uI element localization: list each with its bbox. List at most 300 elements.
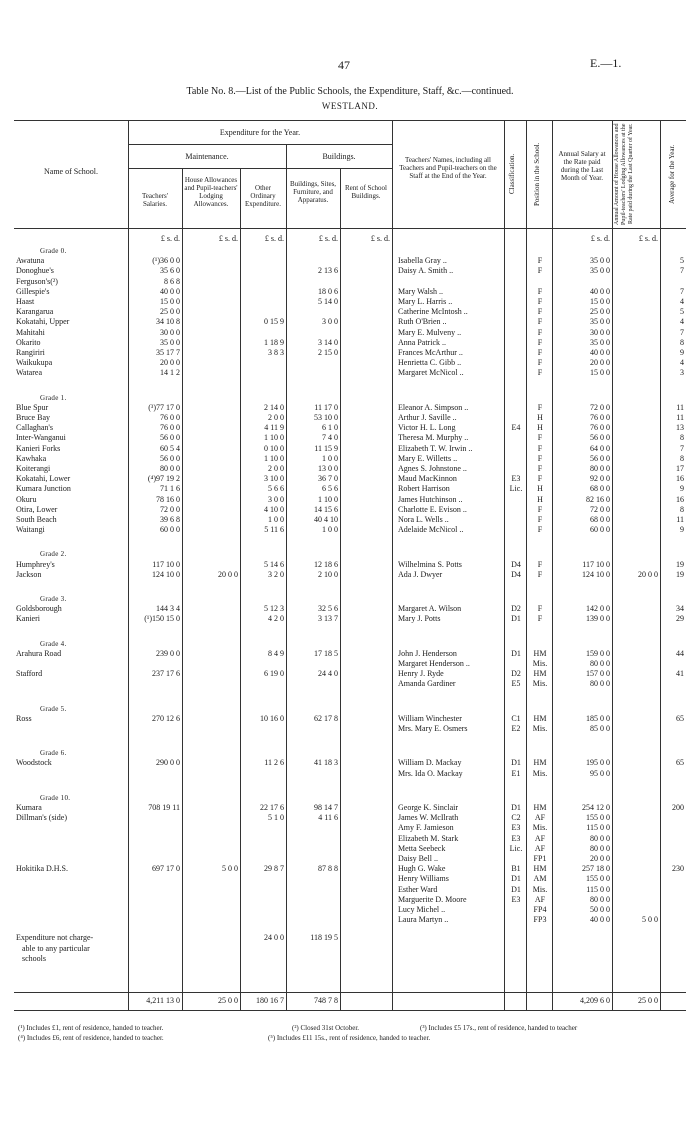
bldg-cell: 17 18 5 (314, 648, 338, 658)
other-cell: 4 10 0 (264, 504, 284, 514)
allow-cell: 5 0 0 (642, 915, 658, 925)
position-cell: F (537, 286, 543, 296)
col-class: Classification. (508, 153, 516, 195)
average-cell: 17 (676, 464, 684, 473)
class-cell: B1 (511, 864, 521, 874)
average-cell: 7 (680, 266, 684, 276)
position-cell: F (537, 337, 543, 347)
school-name: Stafford (16, 669, 43, 679)
units-label: £ s. d. (218, 234, 238, 243)
school-name: Inter-Wanganui (16, 433, 66, 443)
annual-cell: 80 0 0 (590, 659, 610, 668)
bldg-cell: 11 15 9 (314, 443, 338, 453)
total-other: 180 16 7 (256, 996, 284, 1005)
class-cell: E3 (511, 833, 521, 843)
col-rent: Rent of School Buildings. (345, 184, 387, 200)
salaries-cell: 80 0 0 (160, 464, 180, 473)
annual-cell: 92 0 0 (590, 474, 610, 484)
position-cell: FP1 (533, 854, 547, 863)
annual-cell: 40 0 0 (590, 915, 610, 925)
class-cell: D1 (511, 874, 521, 884)
other-cell: 3 2 0 (268, 569, 284, 579)
other-cell: 1 18 9 (264, 337, 284, 347)
school-name: Ferguson's(²) (16, 276, 58, 286)
annual-cell: 72 0 0 (590, 402, 610, 412)
teacher-name: Margaret Henderson .. (398, 659, 470, 668)
total-bldg: 748 7 8 (314, 996, 338, 1005)
annual-cell: 20 0 0 (590, 854, 610, 863)
teacher-name: Wilhelmina S. Potts (398, 559, 462, 569)
class-cell: D4 (511, 569, 521, 579)
bldg-cell: 14 15 6 (314, 504, 338, 514)
position-cell: H (537, 494, 543, 504)
teacher-name: Mary E. Willetts .. (398, 453, 458, 463)
bldg-cell: 1 10 0 (318, 494, 338, 504)
grade-heading: Grade 4. (40, 639, 67, 648)
bldg-cell: 4 11 6 (318, 813, 338, 823)
school-name: Humphrey's (16, 559, 55, 569)
annual-cell: 155 0 0 (586, 874, 610, 884)
average-cell: 11 (676, 515, 684, 524)
salaries-cell: 20 0 0 (160, 358, 180, 368)
col-maintenance: Maintenance. (185, 152, 229, 161)
other-cell: 8 4 9 (268, 648, 284, 658)
annual-cell: 185 0 0 (586, 713, 610, 723)
average-cell: 4 (680, 358, 684, 368)
school-name: Goldsborough (16, 604, 62, 614)
total-house: 25 0 0 (218, 996, 238, 1005)
salaries-cell: (⁴)97 19 2 (147, 474, 180, 484)
position-cell: HM (533, 648, 547, 658)
teacher-name: George K. Sinclair (398, 803, 459, 812)
teacher-name: John J. Henderson (398, 648, 457, 658)
salaries-cell: 76 0 0 (160, 413, 180, 422)
class-cell: E4 (511, 423, 521, 433)
school-name: Hokitika D.H.S. (16, 864, 68, 874)
salaries-cell: 40 0 0 (160, 286, 180, 296)
other-cell: 5 1 0 (268, 813, 284, 823)
class-cell: E3 (511, 823, 521, 833)
position-cell: FP4 (533, 905, 547, 914)
school-name: Woodstock (16, 758, 52, 768)
total-annual: 4,209 6 0 (580, 996, 610, 1005)
school-name: Karangarua (16, 307, 54, 317)
other-cell: 3 8 3 (268, 348, 284, 357)
grade-heading: Grade 6. (40, 749, 67, 758)
annual-cell: 68 0 0 (590, 515, 610, 524)
teacher-name: Elizabeth T. W. Irwin .. (398, 443, 473, 453)
average-cell: 65 (676, 758, 684, 768)
teacher-name: Daisy Bell .. (398, 854, 438, 863)
annual-cell: 56 0 0 (590, 453, 610, 463)
class-cell: D1 (511, 803, 521, 812)
class-cell: E5 (511, 679, 521, 689)
units-label: £ s. d. (264, 234, 284, 243)
average-cell: 29 (676, 614, 684, 624)
position-cell: F (537, 614, 543, 624)
school-name: Gillespie's (16, 286, 50, 296)
grade-heading: Grade 10. (40, 793, 71, 802)
footnote-3: (³) Includes £5 17s., rent of residence, handed to teacher (420, 1024, 578, 1032)
position-cell: Mis. (532, 679, 548, 689)
average-cell: 9 (680, 525, 684, 535)
col-annual: Annual Salary at the Rate paid during the Last Month of Year. (558, 150, 606, 182)
position-cell: F (537, 443, 543, 453)
annual-cell: 195 0 0 (586, 758, 610, 768)
class-cell: D1 (511, 884, 521, 894)
annual-cell: 257 18 0 (582, 864, 610, 874)
teacher-name: Charlotte E. Evison .. (398, 504, 467, 514)
class-cell: C2 (511, 813, 521, 823)
average-cell: 5 (680, 307, 684, 317)
position-cell: F (537, 604, 543, 614)
position-cell: AF (534, 843, 546, 853)
teacher-name: Isabella Gray .. (398, 256, 447, 266)
position-cell: F (537, 256, 543, 266)
school-name: Kokatahi, Upper (16, 317, 70, 327)
annual-cell: 115 0 0 (586, 823, 610, 833)
annual-cell: 64 0 0 (590, 443, 610, 453)
other-cell: 1 10 0 (264, 433, 284, 443)
teacher-name: Margaret A. Wilson (398, 604, 462, 614)
position-cell: Mis. (532, 724, 548, 733)
annual-cell: 15 0 0 (590, 368, 610, 378)
other-cell: 5 6 6 (268, 484, 284, 494)
average-cell: 34 (676, 604, 684, 614)
average-cell: 13 (676, 423, 684, 433)
bldg-cell: 12 18 6 (314, 559, 338, 569)
average-cell: 9 (680, 348, 684, 357)
annual-cell: 82 16 0 (586, 494, 610, 504)
school-name: South Beach (16, 515, 57, 524)
class-cell: D1 (511, 648, 521, 658)
school-name: Donoghue's (16, 266, 54, 276)
col-teachers: Teachers' Names, including all Teachers and Pupil-teachers on the Staff at the End of the Year. (399, 156, 497, 180)
average-cell: 8 (680, 433, 684, 443)
annual-cell: 35 0 0 (590, 256, 610, 266)
school-name: Kawhaka (16, 453, 47, 463)
class-cell: E3 (511, 474, 521, 484)
average-cell: 8 (680, 504, 684, 514)
position-cell: Mis. (532, 884, 548, 894)
annual-cell: 15 0 0 (590, 297, 610, 306)
other-cell: 0 10 0 (264, 443, 284, 453)
region-heading: WESTLAND. (321, 101, 379, 111)
footnote-1: (¹) Includes £1, rent of residence, handed to teacher. (18, 1024, 164, 1032)
annual-cell: 40 0 0 (590, 348, 610, 357)
school-name: Haast (16, 297, 35, 306)
average-cell: 11 (676, 413, 684, 422)
average-cell: 9 (680, 484, 684, 494)
teacher-name: Amy F. Jamieson (398, 823, 454, 833)
teacher-name: Nora L. Wells .. (398, 515, 449, 524)
salaries-cell: 15 0 0 (160, 297, 180, 306)
salaries-cell: 35 6 0 (160, 266, 180, 276)
units-label: £ s. d. (160, 234, 180, 243)
annual-cell: 56 0 0 (590, 433, 610, 443)
annual-cell: 95 0 0 (590, 768, 610, 778)
col-school: Name of School. (44, 167, 98, 176)
position-cell: F (537, 474, 543, 484)
teacher-name: Frances McArthur .. (398, 348, 463, 357)
position-cell: F (537, 297, 543, 306)
average-cell: 8 (680, 337, 684, 347)
school-name: Kokatahi, Lower (16, 474, 71, 484)
position-cell: F (537, 317, 543, 327)
bldg-cell: 87 8 8 (318, 864, 338, 874)
teacher-name: Amanda Gardiner (398, 679, 456, 689)
units-label: £ s. d. (318, 234, 338, 243)
average-cell: 65 (676, 713, 684, 723)
footnote-2: (²) Closed 31st October. (292, 1024, 360, 1032)
class-cell: D1 (511, 614, 521, 624)
class-cell: D4 (511, 559, 521, 569)
class-cell: D1 (511, 758, 521, 768)
average-cell: 8 (680, 453, 684, 463)
house-cell: 20 0 0 (218, 569, 238, 579)
class-cell: C1 (511, 713, 521, 723)
salaries-cell: 71 1 6 (160, 484, 180, 494)
salaries-cell: (³)77 17 0 (148, 402, 180, 412)
bldg-cell: 98 14 7 (314, 803, 338, 812)
teacher-name: James Hutchinson .. (398, 494, 463, 504)
allow-cell: 20 0 0 (638, 569, 658, 579)
annual-cell: 30 0 0 (590, 327, 610, 337)
annual-cell: 68 0 0 (590, 484, 610, 494)
other-cell: 1 10 0 (264, 453, 284, 463)
teacher-name: Metta Seebeck (398, 843, 446, 853)
teacher-name: Anna Patrick .. (398, 337, 446, 347)
annual-cell: 157 0 0 (586, 669, 610, 679)
teacher-name: Theresa M. Murphy .. (398, 433, 469, 443)
col-expenditure: Expenditure for the Year. (219, 128, 301, 137)
position-cell: F (537, 368, 543, 378)
col-average: Average for the Year. (668, 144, 676, 204)
teacher-name: Ada J. Dwyer (398, 569, 443, 579)
other-cell: 11 2 6 (264, 758, 284, 768)
salaries-cell: 39 6 8 (160, 515, 180, 524)
teacher-name: Henrietta C. Gibb .. (398, 358, 462, 368)
salaries-cell: 144 3 4 (156, 604, 180, 614)
col-other: Other Ordinary Expenditure. (245, 184, 281, 208)
other-cell: 2 0 0 (268, 464, 284, 473)
col-position: Position in the School. (533, 142, 541, 206)
salaries-cell: 34 10 8 (156, 317, 180, 327)
teacher-name: Adelaide McNicol .. (398, 525, 464, 535)
position-cell: H (537, 423, 543, 433)
average-cell: 7 (680, 286, 684, 296)
average-cell: 19 (676, 569, 684, 579)
grade-heading: Grade 2. (40, 550, 67, 559)
salaries-cell: 25 0 0 (160, 307, 180, 317)
position-cell: F (537, 402, 543, 412)
teacher-name: Mary J. Potts (398, 614, 441, 624)
salaries-cell: 708 19 11 (148, 803, 180, 812)
position-cell: F (537, 358, 543, 368)
teacher-name: William Winchester (398, 713, 462, 723)
bldg-cell: 7 4 0 (322, 433, 338, 443)
bldg-cell: 3 13 7 (318, 614, 338, 624)
other-cell: 5 14 6 (264, 559, 284, 569)
position-cell: Mis. (532, 659, 548, 668)
teacher-name: Mrs. Mary E. Osmers (398, 724, 468, 733)
col-house: House Allowances and Pupil-teachers' Lodging Allowances. (184, 176, 238, 208)
position-cell: F (537, 307, 543, 317)
annual-cell: 76 0 0 (590, 423, 610, 433)
footnote-4: (⁴) Includes £6, rent of residence, handed to teacher. (18, 1034, 164, 1042)
salaries-cell: 35 0 0 (160, 337, 180, 347)
units-label: £ s. d. (638, 234, 658, 243)
position-cell: Mis. (532, 768, 548, 778)
bldg-cell: 1 0 0 (322, 525, 338, 535)
school-name: Bruce Bay (16, 413, 50, 422)
bldg-cell: 32 5 6 (318, 604, 338, 614)
teacher-name: Elizabeth M. Stark (398, 833, 459, 843)
position-cell: F (537, 569, 543, 579)
salaries-cell: 124 10 0 (152, 569, 180, 579)
salaries-cell: 8 6 8 (164, 276, 180, 286)
extra-label: Expenditure not charge- (16, 933, 94, 943)
annual-cell: 115 0 0 (586, 884, 610, 894)
annual-cell: 155 0 0 (586, 813, 610, 823)
position-cell: F (537, 266, 543, 276)
footnote-5: (⁵) Includes £11 15s., rent of residence, handed to teacher. (268, 1034, 431, 1042)
bldg-cell: 40 4 10 (314, 515, 338, 524)
col-salaries: Teachers' Salaries. (141, 192, 169, 208)
position-cell: F (537, 525, 543, 535)
teacher-name: Margaret McNicol .. (398, 368, 464, 378)
grade-heading: Grade 5. (40, 704, 67, 713)
other-cell: 4 2 0 (268, 614, 284, 624)
bldg-cell: 18 0 6 (318, 286, 338, 296)
other-cell: 22 17 6 (260, 803, 284, 812)
teacher-name: Robert Harrison (398, 484, 450, 494)
teacher-name: Arthur J. Saville .. (398, 413, 457, 422)
bldg-cell: 53 10 0 (314, 413, 338, 422)
bldg-cell: 24 4 0 (318, 669, 338, 679)
position-cell: HM (533, 758, 547, 768)
other-cell: 0 15 9 (264, 317, 284, 327)
bldg-cell: 13 0 0 (318, 464, 338, 473)
teacher-name: Mrs. Ida O. Mackay (398, 768, 463, 778)
other-cell: 6 19 0 (264, 669, 284, 679)
salaries-cell: 56 0 0 (160, 433, 180, 443)
annual-cell: 80 0 0 (590, 833, 610, 843)
school-name: Arahura Road (16, 648, 62, 658)
other-cell: 3 0 0 (268, 494, 284, 504)
teacher-name: Maud MacKinnon (398, 474, 457, 484)
teacher-name: Mary E. Mulveny .. (398, 327, 462, 337)
bldg-cell: 41 18 3 (314, 758, 338, 768)
salaries-cell: 56 0 0 (160, 453, 180, 463)
position-cell: H (537, 413, 543, 422)
position-cell: AF (534, 833, 546, 843)
annual-cell: 124 10 0 (582, 569, 610, 579)
position-cell: F (537, 464, 543, 473)
teacher-name: Hugh G. Wake (398, 864, 446, 874)
extra-label: able to any particular (22, 943, 90, 953)
total-salaries: 4,211 13 0 (146, 996, 180, 1005)
average-cell: 16 (676, 494, 684, 504)
bldg-cell: 2 15 0 (318, 348, 338, 357)
salaries-cell: 72 0 0 (160, 504, 180, 514)
salaries-cell: 270 12 6 (152, 713, 180, 723)
position-cell: F (537, 515, 543, 524)
school-name: Watarea (16, 368, 42, 378)
salaries-cell: 290 0 0 (156, 758, 180, 768)
bldg-cell: 62 17 8 (314, 713, 338, 723)
average-cell: 4 (680, 297, 684, 306)
salaries-cell: 117 10 0 (152, 559, 180, 569)
class-cell: E2 (511, 724, 521, 733)
annual-cell: 142 0 0 (586, 604, 610, 614)
salaries-cell: (¹)36 0 0 (152, 256, 180, 266)
bldg-cell: 6 5 6 (322, 484, 338, 494)
school-name: Koiterangi (16, 464, 51, 473)
school-name: Awatuna (16, 256, 45, 266)
annual-cell: 50 0 0 (590, 905, 610, 914)
other-cell: 3 10 0 (264, 474, 284, 484)
position-cell: F (537, 348, 543, 357)
position-cell: Mis. (532, 823, 548, 833)
position-cell: AM (533, 874, 547, 884)
annual-cell: 72 0 0 (590, 504, 610, 514)
salaries-cell: 76 0 0 (160, 423, 180, 433)
school-name: Waitangi (16, 525, 45, 535)
class-cell: D2 (511, 604, 521, 614)
position-cell: F (537, 453, 543, 463)
position-cell: HM (533, 713, 547, 723)
annual-cell: 80 0 0 (590, 843, 610, 853)
other-cell: 2 0 0 (268, 413, 284, 422)
annual-cell: 117 10 0 (582, 559, 610, 569)
grade-heading: Grade 3. (40, 595, 67, 603)
total-allow: 25 0 0 (638, 996, 658, 1005)
position-cell: F (537, 504, 543, 514)
other-cell: 5 11 6 (264, 525, 284, 535)
other-cell: 2 14 0 (264, 402, 284, 412)
col-buildings: Buildings. (322, 152, 356, 161)
salaries-cell: 14 1 2 (160, 368, 180, 378)
teacher-name: Daisy A. Smith .. (398, 266, 454, 276)
teacher-name: William D. Mackay (398, 758, 462, 768)
average-cell: 16 (676, 474, 684, 484)
school-name: Otira, Lower (16, 504, 58, 514)
bldg-cell: 36 7 0 (318, 474, 338, 484)
average-cell: 41 (676, 669, 684, 679)
annual-cell: 35 0 0 (590, 266, 610, 276)
average-cell: 230 (672, 864, 684, 874)
salaries-cell: 237 17 6 (152, 669, 180, 679)
salaries-cell: 30 0 0 (160, 327, 180, 337)
class-cell: Lic. (509, 843, 523, 853)
bldg-cell: 11 17 0 (314, 402, 338, 412)
class-cell: E1 (511, 768, 521, 778)
school-name: Kumara (16, 803, 42, 812)
other-cell: 4 11 9 (264, 423, 284, 433)
teacher-name: Laura Martyn .. (398, 915, 449, 925)
salaries-cell: 60 0 0 (160, 525, 180, 535)
annual-cell: 80 0 0 (590, 894, 610, 904)
teacher-name: Victor H. L. Long (398, 423, 456, 433)
position-cell: FP3 (533, 915, 547, 925)
teacher-name: Marguerite D. Moore (398, 894, 467, 904)
school-name: Mahitahi (16, 327, 45, 337)
position-cell: F (537, 327, 543, 337)
bldg-cell: 6 1 0 (322, 423, 338, 433)
average-cell: 7 (680, 443, 684, 453)
units-label: £ s. d. (370, 234, 390, 243)
